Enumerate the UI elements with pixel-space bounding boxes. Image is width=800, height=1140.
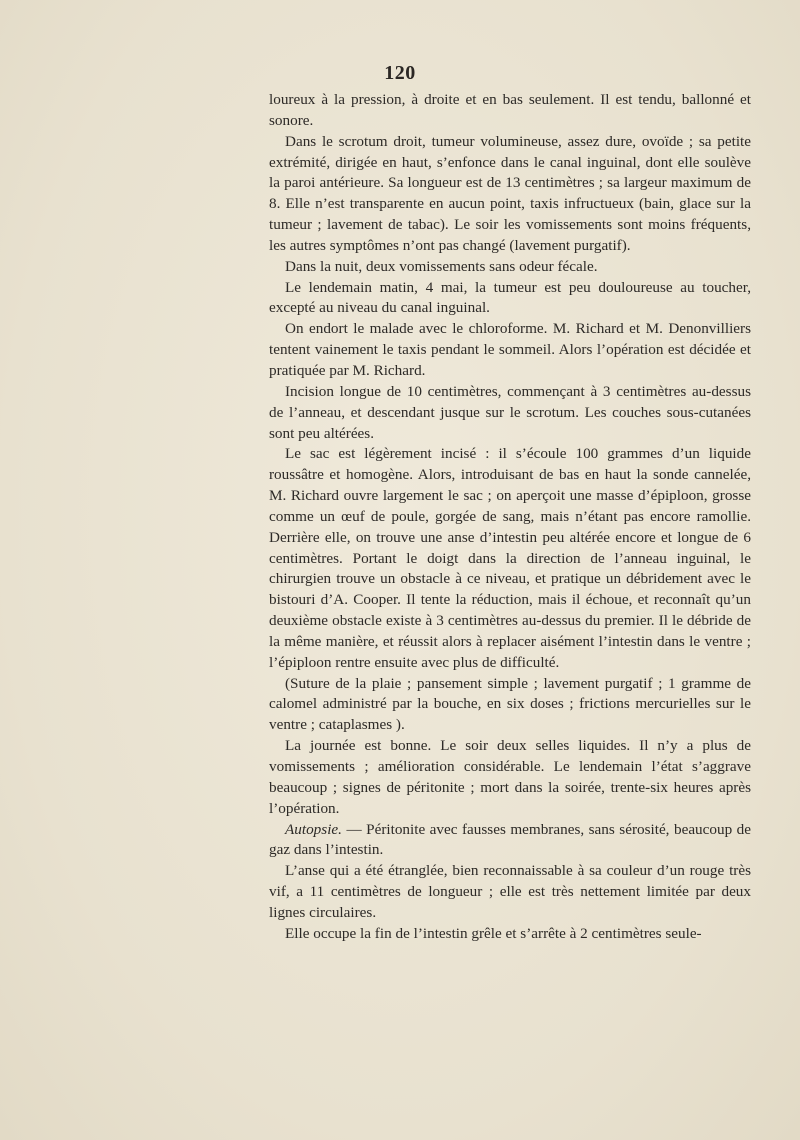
paragraph: Incision longue de 10 centimètres, commençant à 3 centimètres au-dessus de l’anneau, et descendant jusque sur le scrotum. Les couches sous-cutanées sont peu altérées. — [269, 382, 751, 442]
paragraph: Dans le scrotum droit, tumeur volumineuse, assez dure, ovoïde ; sa petite extrémité, dirigée en haut, s’enfonce dans le canal inguinal, dont elle soulève la paroi antérieure. Sa longueur est de 13 centimètres ; sa largeur maximum de 8. Elle n’est transparente en aucun point, taxis infructueux (bain, glace sur la tumeur ; lavement de tabac). Le soir les vomissements sont moins fréquents, les autres symptômes n’ont pas changé (lavement purgatif). — [269, 132, 751, 254]
paragraph: Elle occupe la fin de l’intestin grêle et s’arrête à 2 centimètres seule- — [285, 924, 702, 942]
paragraph-autopsie — [269, 820, 751, 862]
paragraph: On endort le malade avec le chloroforme. M. Richard et M. Denonvilliers tentent vainement le taxis pendant le sommeil. Alors l’opération est décidée et pratiquée par M. Richard. — [269, 320, 751, 379]
paragraph: Le sac est légèrement incisé : il s’écoule 100 grammes d’un liquide roussâtre et homogène. Alors, introduisant de bas en haut la sonde cannelée, M. Richard ouvre largement le sac ; on aperçoit une masse d’épiploon, grosse comme un œuf de poule, gorgée de sang, mais n’étant pas encore ramollie. Derrière elle, on trouve une anse d’intestin peu altérée encore et longue de 6 centimètres. Portant le doigt dans la direction de l’anneau inguinal, le chirurgien trouve un obstacle à ce niveau, et pratique un débridement avec le bistouri d’A. Cooper. Il tente la réduction, mais il échoue, et reconnaît qu’un deuxième obstacle existe à 3 centimètres au-dessus du premier. Il le débride de la même manière, et réussit alors à replacer aisément l’intestin dans le ventre ; l’épiploon rentre ensuite avec plus de difficulté. — [269, 445, 751, 671]
paragraph: loureux à la pression, à droite et en bas seulement. Il est tendu, ballonné et sonore. — [269, 91, 751, 129]
paragraph: Le lendemain matin, 4 mai, la tumeur est peu douloureuse au toucher, excepté au niveau du canal inguinal. — [269, 278, 751, 317]
body-text — [269, 90, 751, 945]
paragraph: (Suture de la plaie ; pansement simple ; lavement purgatif ; 1 gramme de calomel administré par la bouche, en six doses ; frictions mercurielles sur le ventre ; cataplasmes ). — [269, 674, 751, 734]
paragraph-text: — Péritonite avec fausses membranes, sans sérosité, beaucoup de gaz dans l’intestin. — [269, 820, 751, 859]
section-lead: Autopsie. — [285, 820, 342, 838]
paragraph: Dans la nuit, deux vomissements sans odeur fécale. — [285, 257, 598, 275]
paragraph: L’anse qui a été étranglée, bien reconnaissable à sa couleur d’un rouge très vif, a 11 centimètres de longueur ; elle est très nettement limitée par deux lignes circulaires. — [269, 862, 751, 921]
page-number: 120 — [384, 62, 416, 84]
paragraph: La journée est bonne. Le soir deux selles liquides. Il n’y a plus de vomissements ; amélioration considérable. Le lendemain l’état s’aggrave beaucoup ; signes de péritonite ; mort dans la soirée, trente-six heures après l’opération. — [269, 737, 751, 817]
